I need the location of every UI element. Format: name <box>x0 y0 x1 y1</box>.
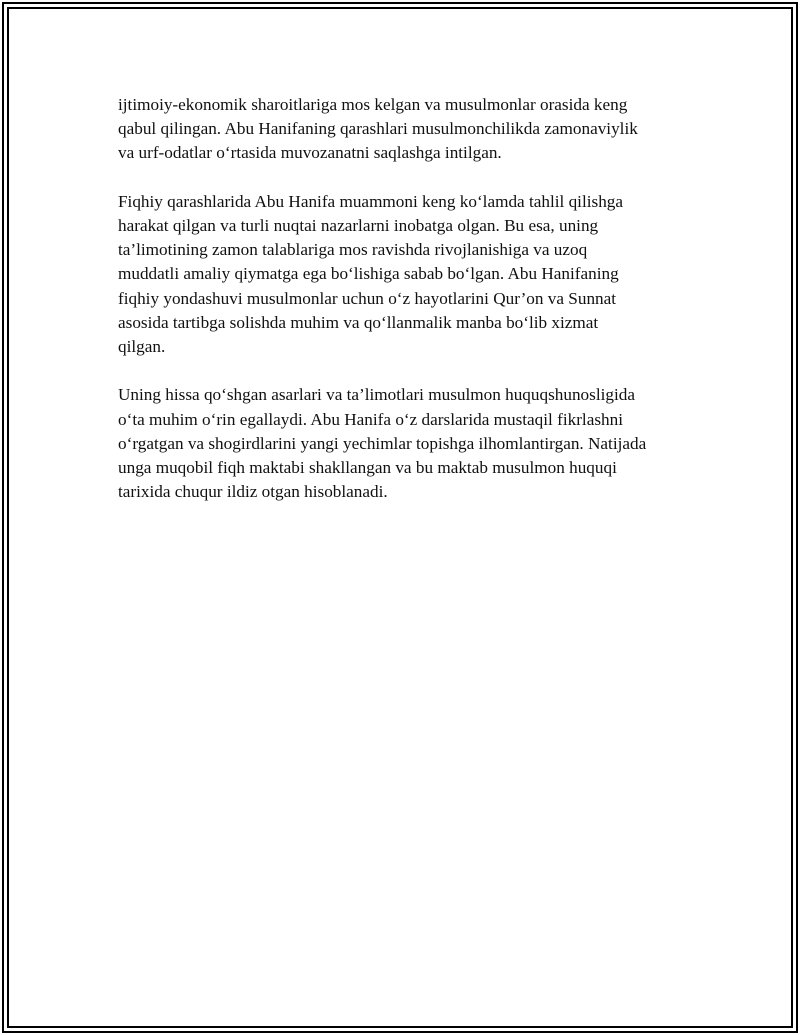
document-body <box>118 93 698 529</box>
paragraph: Uning hissa qo‘shgan asarlari va ta’limotlari musulmon huquqshunosligida o‘ta muhim o‘rin egallaydi. Abu Hanifa o‘z darslarida mustaqil fikrlashni o‘rgatgan va shogirdlarini yangi yechimlar topishga ilhomlantirgan. Natijada unga muqobil fiqh maktabi shakllangan va bu maktab musulmon huquqi tarixida chuqur ildiz otgan hisoblanadi. <box>118 385 647 502</box>
paragraph: ijtimoiy-ekonomik sharoitlariga mos kelgan va musulmonlar orasida keng qabul qilingan. Abu Hanifaning qarashlari musulmonchilikda zamonaviylik va urf-odatlar o‘rtasida muvozanatni saqlashga intilgan. <box>118 95 638 163</box>
paragraph: Fiqhiy qarashlarida Abu Hanifa muammoni keng ko‘lamda tahlil qilishga harakat qilgan va turli nuqtai nazarlarni inobatga olgan. Bu esa, uning ta’limotining zamon talablariga mos ravishda rivojlanishiga va uzoq muddatli amaliy qiymatga ega bo‘lishiga sabab bo‘lgan. Abu Hanifaning fiqhiy yondashuvi musulmonlar uchun o‘z hayotlarini Qur’on va Sunnat asosida tartibga solishda muhim va qo‘llanmalik manba bo‘lib xizmat qilgan. <box>118 191 624 357</box>
